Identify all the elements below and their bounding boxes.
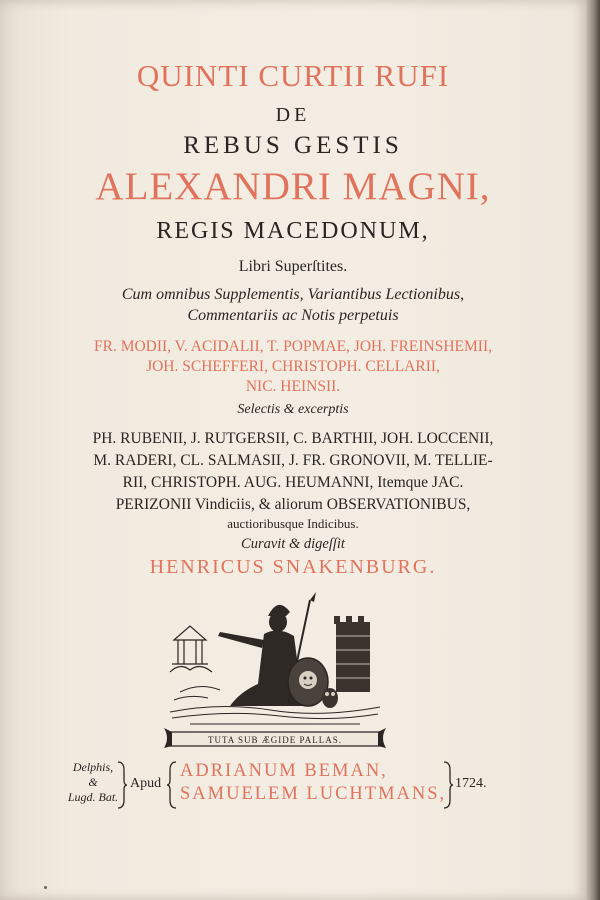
editors-line-3: NIC. HEINSII. [245,378,341,395]
others-line-1: PH. RUBENII, J. RUTGERSII, C. BARTHII, JOH. LOCCENII, [92,430,494,447]
others-line-3: RII, CHRISTOPH. AUG. HEUMANNI, Itemque JAC. [122,474,464,491]
libri-line: Libri Superſtites. [238,258,348,275]
editor-name-line: HENRICUS SNAKENBURG. [149,556,437,578]
editors-line-2: JOH. SCHEFFERI, CHRISTOPH. CELLARII, [146,358,440,375]
place-ampersand: & [88,775,98,789]
page-edge [586,0,600,900]
imprint-apud: Apud [130,776,162,791]
others-line-4: PERIZONII Vindiciis, & aliorum OBSERVATIONIBUS, [115,496,471,513]
imprint-printers [180,760,452,806]
subject-line: ALEXANDRI MAGNI, [95,165,491,208]
place-delphis: Delphis, [72,760,114,774]
imprint-year: 1724. [455,776,487,791]
printer-beman: ADRIANUM BEMAN, [180,761,388,781]
place-lugd-bat: Lugd. Bat. [67,790,119,804]
closing-brace-icon [442,760,454,810]
editors-line-1: FR. MODII, V. ACIDALII, T. POPMAE, JOH. FREINSHEMII, [93,338,492,355]
pallas-emblem-image [160,592,390,752]
curavit-line: Curavit & digeſſit [241,536,345,552]
paper-speck [44,886,47,889]
right-brace-icon [116,760,128,810]
others-line-2: M. RADERI, CL. SALMASII, J. FR. GRONOVII, M. TELLIE- [93,452,493,469]
cum-omnibus-line: Cum omnibus Supplementis, Variantibus Lectionibus, [121,286,465,303]
rebus-gestis-line: REBUS GESTIS [183,132,403,159]
selectis-line: Selectis & excerptis [237,402,349,417]
regis-line: REGIS MACEDONUM, [156,218,430,244]
commentariis-line: Commentariis ac Notis perpetuis [187,307,399,324]
indicibus-line: auctioribusque Indicibus. [227,516,359,531]
left-brace-icon [166,760,178,810]
printer-luchtmans: SAMUELEM LUCHTMANS, [180,784,447,804]
de-line: DE [275,104,311,126]
author-line: QUINTI CURTII RUFI [136,58,450,93]
emblem-motto: TUTA SUB ÆGIDE PALLAS. [208,735,342,745]
